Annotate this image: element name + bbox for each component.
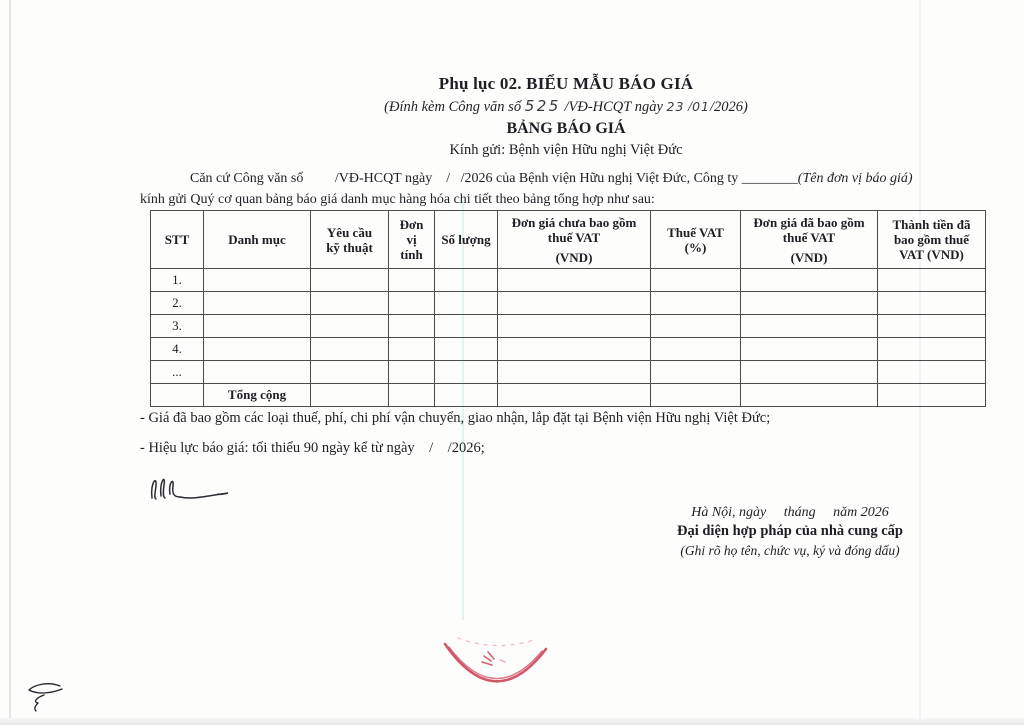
- empty-cell: [878, 315, 986, 338]
- row-index-cell: 4.: [151, 338, 204, 361]
- representative-line: Đại diện hợp pháp của nhà cung cấp: [676, 523, 903, 539]
- empty-cell: [878, 338, 986, 361]
- empty-cell: [311, 361, 389, 384]
- column-header: Thành tiền đã bao gồm thuế VAT (VND): [878, 211, 986, 269]
- quote-table: [150, 210, 986, 407]
- row-index-cell: 2.: [151, 292, 204, 315]
- note-validity: - Hiệu lực báo giá: tối thiểu 90 ngày kể từ ngày / /2026;: [140, 440, 485, 456]
- empty-cell: [651, 315, 741, 338]
- empty-cell: [389, 315, 435, 338]
- empty-cell: [498, 384, 651, 407]
- total-label-cell: Tổng cộng: [204, 384, 311, 407]
- empty-cell: [651, 269, 741, 292]
- blank-underscore: ________: [741, 171, 798, 186]
- empty-cell: [311, 384, 389, 407]
- empty-cell: [204, 338, 311, 361]
- table-row: [151, 361, 986, 384]
- empty-cell: [311, 338, 389, 361]
- intro-paragraph: [140, 168, 1002, 210]
- signature-mark: [130, 466, 235, 506]
- place-date-line: Hà Nội, ngày tháng năm 2026: [691, 505, 889, 520]
- empty-cell: [389, 292, 435, 315]
- subtitle-text: (Đính kèm Công văn số: [384, 99, 525, 115]
- empty-cell: [435, 384, 498, 407]
- column-header: Thuế VAT (%): [651, 211, 741, 269]
- scan-edge-bottom: [0, 718, 1024, 725]
- empty-cell: [741, 292, 878, 315]
- pen-scribble-icon: [24, 680, 72, 714]
- column-header: Số lượng: [435, 211, 498, 269]
- empty-cell: [741, 361, 878, 384]
- empty-cell: [435, 292, 498, 315]
- empty-cell: [741, 269, 878, 292]
- empty-cell: [498, 292, 651, 315]
- column-header: Đơn giá chưa bao gồm thuế VAT (VND): [498, 211, 651, 269]
- row-index-cell: 3.: [151, 315, 204, 338]
- subtitle-text: /2026): [709, 99, 748, 115]
- empty-cell: [498, 315, 651, 338]
- empty-cell: [389, 269, 435, 292]
- intro-line-2: kính gửi Quý cơ quan bảng báo giá danh mục hàng hóa chi tiết theo bảng tổng hợp như sau:: [140, 192, 655, 207]
- signoff-block: [590, 503, 990, 560]
- empty-cell: [389, 361, 435, 384]
- handwritten-month: 01: [692, 99, 710, 114]
- empty-cell: [878, 292, 986, 315]
- recipient-line: Kính gửi: Bệnh viện Hữu nghị Việt Đức: [449, 142, 683, 158]
- row-index-cell: ...: [151, 361, 204, 384]
- empty-cell: [878, 269, 986, 292]
- org-hint: (Tên đơn vị báo giá): [797, 171, 913, 186]
- empty-cell: [435, 315, 498, 338]
- total-row: [151, 384, 986, 407]
- empty-cell: [651, 384, 741, 407]
- column-header: Danh mục: [204, 211, 311, 269]
- empty-cell: [741, 338, 878, 361]
- column-header: Đơn vị tính: [389, 211, 435, 269]
- empty-cell: [435, 361, 498, 384]
- table-row: [151, 292, 986, 315]
- empty-cell: [389, 384, 435, 407]
- page-title: Phụ lục 02. BIỂU MẪU BÁO GIÁ: [438, 74, 694, 93]
- empty-cell: [498, 361, 651, 384]
- form-title: BẢNG BÁO GIÁ: [506, 120, 626, 137]
- table-row: [151, 269, 986, 292]
- handwritten-day: 23: [666, 99, 685, 114]
- subtitle-text: /: [684, 99, 693, 115]
- empty-cell: [204, 292, 311, 315]
- handwritten-document-number: 525: [524, 97, 561, 115]
- table-header: [151, 211, 986, 269]
- red-stamp-icon: [438, 630, 558, 700]
- empty-cell: [311, 292, 389, 315]
- subtitle: [140, 97, 992, 116]
- empty-cell: [651, 292, 741, 315]
- empty-cell: [741, 315, 878, 338]
- empty-cell: [204, 315, 311, 338]
- column-header: Yêu cầu kỹ thuật: [311, 211, 389, 269]
- row-index-cell: 1.: [151, 269, 204, 292]
- empty-cell: [204, 361, 311, 384]
- scan-edge-left-line: [9, 0, 11, 725]
- empty-cell: [204, 269, 311, 292]
- empty-cell: [151, 384, 204, 407]
- empty-cell: [498, 338, 651, 361]
- column-header: STT: [151, 211, 204, 269]
- table-row: [151, 315, 986, 338]
- empty-cell: [651, 338, 741, 361]
- table-body: [151, 269, 986, 407]
- header-row: [151, 211, 986, 269]
- note-price-includes: - Giá đã bao gồm các loại thuế, phí, chi phí vận chuyển, giao nhận, lắp đặt tại Bệnh viện Hữu nghị Việt Đức;: [140, 410, 771, 426]
- column-header: Đơn giá đã bao gồm thuế VAT (VND): [741, 211, 878, 269]
- empty-cell: [741, 384, 878, 407]
- empty-cell: [498, 269, 651, 292]
- empty-cell: [311, 315, 389, 338]
- empty-cell: [311, 269, 389, 292]
- empty-cell: [389, 338, 435, 361]
- empty-cell: [878, 361, 986, 384]
- empty-cell: [651, 361, 741, 384]
- document-header: [140, 74, 992, 159]
- table-row: [151, 338, 986, 361]
- subtitle-text: /VĐ-HCQT ngày: [560, 99, 667, 115]
- empty-cell: [878, 384, 986, 407]
- signing-instruction: (Ghi rõ họ tên, chức vụ, ký và đóng dấu): [680, 543, 900, 558]
- empty-cell: [435, 338, 498, 361]
- empty-cell: [435, 269, 498, 292]
- intro-text: Căn cứ Công văn số /VĐ-HCQT ngày / /2026 của Bệnh viện Hữu nghị Việt Đức, Công ty: [190, 171, 742, 186]
- intro-line-1: [140, 168, 1002, 189]
